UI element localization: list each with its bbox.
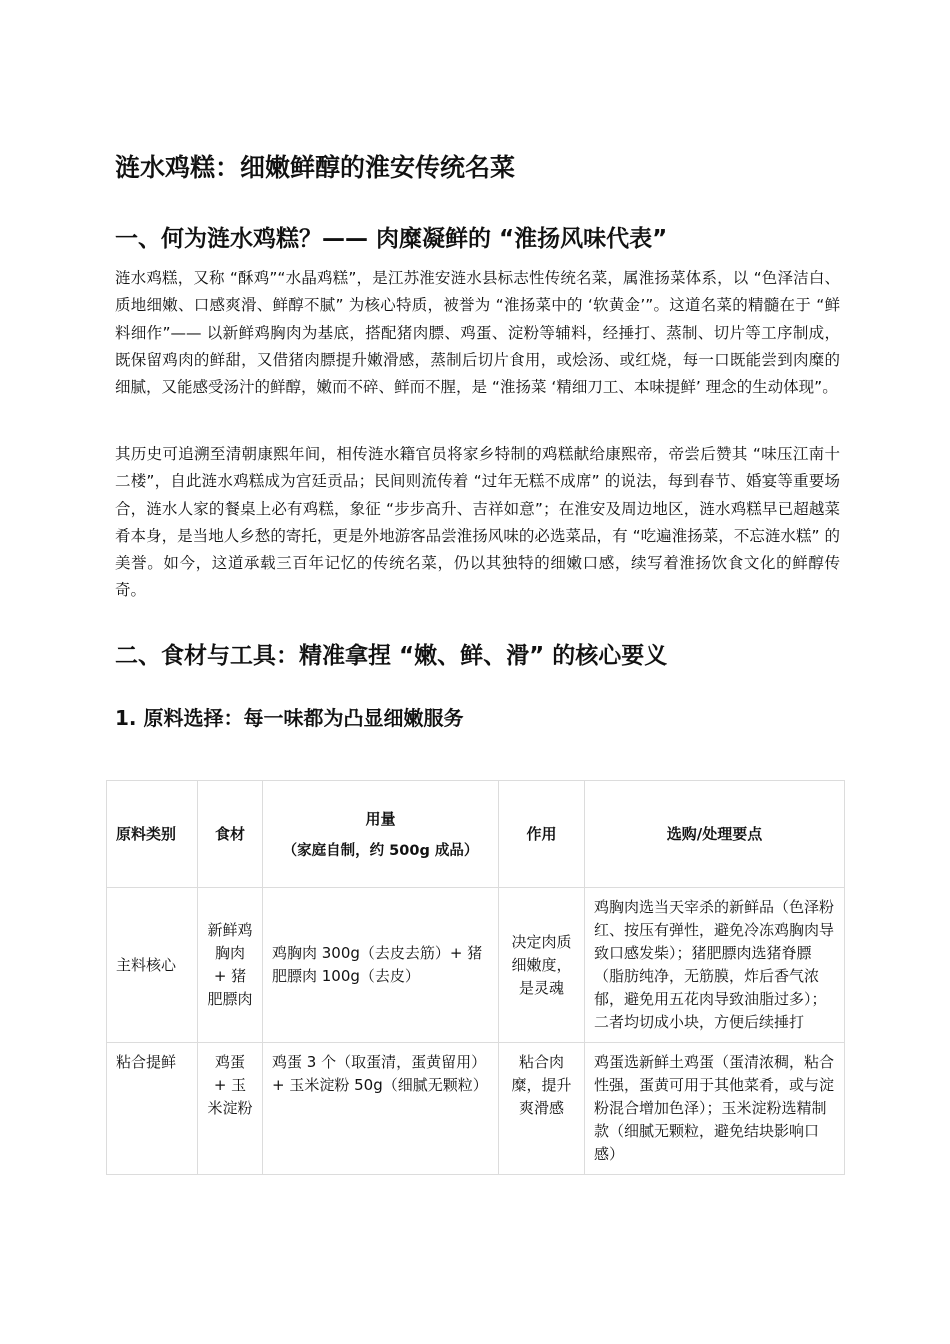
section1-paragraph-2: 其历史可追溯至清朝康熙年间，相传涟水籍官员将家乡特制的鸡糕献给康熙帝，帝尝后赞其 “味压江南十二楼”，自此涟水鸡糕成为宫廷贡品；民间则流传着 “过年无糕不成席” 的说法，每到春节、婚宴等重要场合，涟水人家的餐桌上必有鸡糕，象征 “步步高升、吉祥如意”；在淮安及周边地区，涟水鸡糕早已超越菜肴本身，是当地人乡愁的寄托，更是外地游客品尝淮扬风味的必选菜品，有 “吃遍淮扬菜，不忘涟水糕” 的美誉。如今，这道承载三百年记忆的传统名菜，仍以其独特的细嫩口感，续写着淮扬饮食文化的鲜醇传奇。 xyxy=(115,445,840,600)
cell-role: 决定肉质细嫩度，是灵魂 xyxy=(499,888,585,1043)
header-role: 作用 xyxy=(499,781,585,888)
cell-tips: 鸡胸肉选当天宰杀的新鲜品（色泽粉红、按压有弹性，避免冷冻鸡胸肉导致口感发柴）；猪肥膘肉选猪脊膘（脂肪纯净，无筋膜，炸后香气浓郁，避免用五花肉导致油脂过多）；二者均切成小块，方便后续捶打 xyxy=(585,888,845,1043)
cell-category: 粘合提鲜 xyxy=(107,1043,198,1175)
header-amount xyxy=(263,781,499,888)
section2-heading: 二、食材与工具：精准拿捏 “嫩、鲜、滑” 的核心要义 xyxy=(115,643,668,669)
header-category: 原料类别 xyxy=(107,781,198,888)
section2-subheading: 1. 原料选择：每一味都为凸显细嫩服务 xyxy=(115,706,464,730)
table-row xyxy=(107,888,845,1043)
header-ingredient: 食材 xyxy=(198,781,263,888)
header-tips: 选购/处理要点 xyxy=(585,781,845,888)
table-header-row xyxy=(107,781,845,888)
cell-tips: 鸡蛋选新鲜土鸡蛋（蛋清浓稠，粘合性强，蛋黄可用于其他菜肴，或与淀粉混合增加色泽）；玉米淀粉选精制款（细腻无颗粒，避免结块影响口感） xyxy=(585,1043,845,1175)
page-title: 涟水鸡糕：细嫩鲜醇的淮安传统名菜 xyxy=(115,153,516,182)
cell-ingredient: 新鲜鸡胸肉 + 猪肥膘肉 xyxy=(198,888,263,1043)
header-amount-note: （家庭自制，约 500g 成品） xyxy=(282,842,479,859)
cell-amount: 鸡蛋 3 个（取蛋清，蛋黄留用）+ 玉米淀粉 50g（细腻无颗粒） xyxy=(263,1043,499,1175)
table-row xyxy=(107,1043,845,1175)
cell-ingredient: 鸡蛋 + 玉米淀粉 xyxy=(198,1043,263,1175)
page-bottom-margin xyxy=(0,1220,950,1344)
header-amount-title: 用量 xyxy=(365,809,396,828)
section1-heading: 一、何为涟水鸡糕？—— 肉糜凝鲜的 “淮扬风味代表” xyxy=(115,226,668,252)
section1-paragraph-1: 涟水鸡糕，又称 “酥鸡”“水晶鸡糕”，是江苏淮安涟水县标志性传统名菜，属淮扬菜体系，以 “色泽洁白、质地细嫩、口感爽滑、鲜醇不腻” 为核心特质，被誉为 “淮扬菜中的 ‘软黄金’”。这道名菜的精髓在于 “鲜料细作”—— 以新鲜鸡胸肉为基底，搭配猪肉膘、鸡蛋、淀粉等辅料，经捶打、蒸制、切片等工序制成，既保留鸡肉的鲜甜，又借猪肉膘提升嫩滑感，蒸制后切片食用，或烩汤、或红烧，每一口既能尝到肉糜的细腻，又能感受汤汁的鲜醇，嫩而不碎、鲜而不腥，是 “淮扬菜 ‘精细刀工、本味提鲜’ 理念的生动体现”。 xyxy=(115,269,840,397)
cell-category: 主料核心 xyxy=(107,888,198,1043)
cell-role: 粘合肉糜，提升爽滑感 xyxy=(499,1043,585,1175)
cell-amount: 鸡胸肉 300g（去皮去筋）+ 猪肥膘肉 100g（去皮） xyxy=(263,888,499,1043)
ingredients-table xyxy=(106,780,845,1175)
